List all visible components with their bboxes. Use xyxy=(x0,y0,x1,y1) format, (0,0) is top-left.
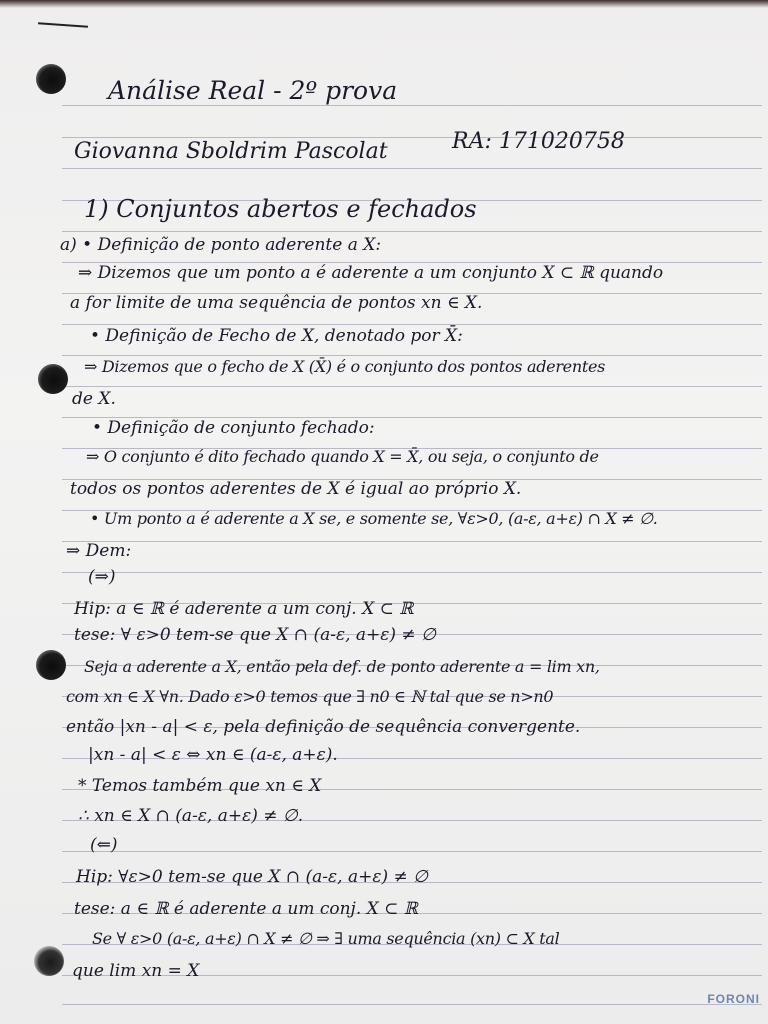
body-line: tese: a ∈ ℝ é aderente a um conj. X ⊂ ℝ xyxy=(74,899,418,919)
body-line: que lim xn = X xyxy=(72,961,200,981)
body-line: Hip: a ∈ ℝ é aderente a um conj. X ⊂ ℝ xyxy=(74,599,414,619)
student-name: Giovanna Sboldrim Pascolat xyxy=(74,139,388,164)
ruled-line xyxy=(62,386,762,387)
notebook-brand: FORONI xyxy=(707,992,760,1006)
ruled-line xyxy=(62,1004,762,1005)
body-line: Se ∀ ε>0 (a-ε, a+ε) ∩ X ≠ ∅ ⇒ ∃ uma sequência (xn) ⊂ X tal xyxy=(92,929,560,948)
body-line: então |xn - a| < ε, pela definição de sequência convergente. xyxy=(66,717,581,737)
body-line: Seja a aderente a X, então pela def. de ponto aderente a = lim xn, xyxy=(84,657,600,676)
ruled-line xyxy=(62,541,762,542)
body-line: a for limite de uma sequência de pontos xn ∈ X. xyxy=(70,293,483,313)
ruled-line xyxy=(62,231,762,232)
body-line: ⇒ Dem: xyxy=(66,541,132,561)
body-line: (⇐) xyxy=(90,835,118,855)
body-line: ⇒ Dizemos que um ponto a é aderente a um conjunto X ⊂ ℝ quando xyxy=(78,263,664,283)
body-line: ∴ xn ∈ X ∩ (a-ε, a+ε) ≠ ∅. xyxy=(78,806,304,826)
document-title: Análise Real - 2º prova xyxy=(108,76,398,105)
body-line: tese: ∀ ε>0 tem-se que X ∩ (a-ε, a+ε) ≠ ∅ xyxy=(74,625,436,645)
body-line: * Temos também que xn ∈ X xyxy=(78,776,322,796)
binder-hole xyxy=(38,364,68,394)
body-line: • Definição de Fecho de X, denotado por X̄: xyxy=(90,326,463,346)
body-line: ⇒ Dizemos que o fecho de X (X̄) é o conjunto dos pontos aderentes xyxy=(84,357,606,376)
body-line: de X. xyxy=(72,389,116,409)
ruled-line xyxy=(62,572,762,573)
body-line: a) • Definição de ponto aderente a X: xyxy=(60,235,382,255)
body-line: • Um ponto a é aderente a X se, e somente se, ∀ε>0, (a-ε, a+ε) ∩ X ≠ ∅. xyxy=(90,509,658,528)
body-line: (⇒) xyxy=(88,567,116,587)
ruled-line xyxy=(62,168,762,169)
body-line: • Definição de conjunto fechado: xyxy=(92,418,375,438)
body-line: Hip: ∀ε>0 tem-se que X ∩ (a-ε, a+ε) ≠ ∅ xyxy=(76,867,428,887)
body-line: com xn ∈ X ∀n. Dado ε>0 temos que ∃ n0 ∈ ℕ tal que se n>n0 xyxy=(66,687,554,706)
body-line: todos os pontos aderentes de X é igual ao próprio X. xyxy=(70,479,522,499)
section-title: 1) Conjuntos abertos e fechados xyxy=(84,195,477,223)
page-top-edge xyxy=(0,0,768,8)
binder-hole xyxy=(36,650,66,680)
body-line: |xn - a| < ε ⇔ xn ∈ (a-ε, a+ε). xyxy=(88,745,338,765)
ruled-line xyxy=(62,851,762,852)
binder-hole xyxy=(36,64,66,94)
binder-hole xyxy=(34,946,64,976)
student-ra: RA: 171020758 xyxy=(452,129,625,154)
corner-pen-mark xyxy=(38,22,88,27)
body-line: ⇒ O conjunto é dito fechado quando X = X̄, ou seja, o conjunto de xyxy=(86,447,599,466)
